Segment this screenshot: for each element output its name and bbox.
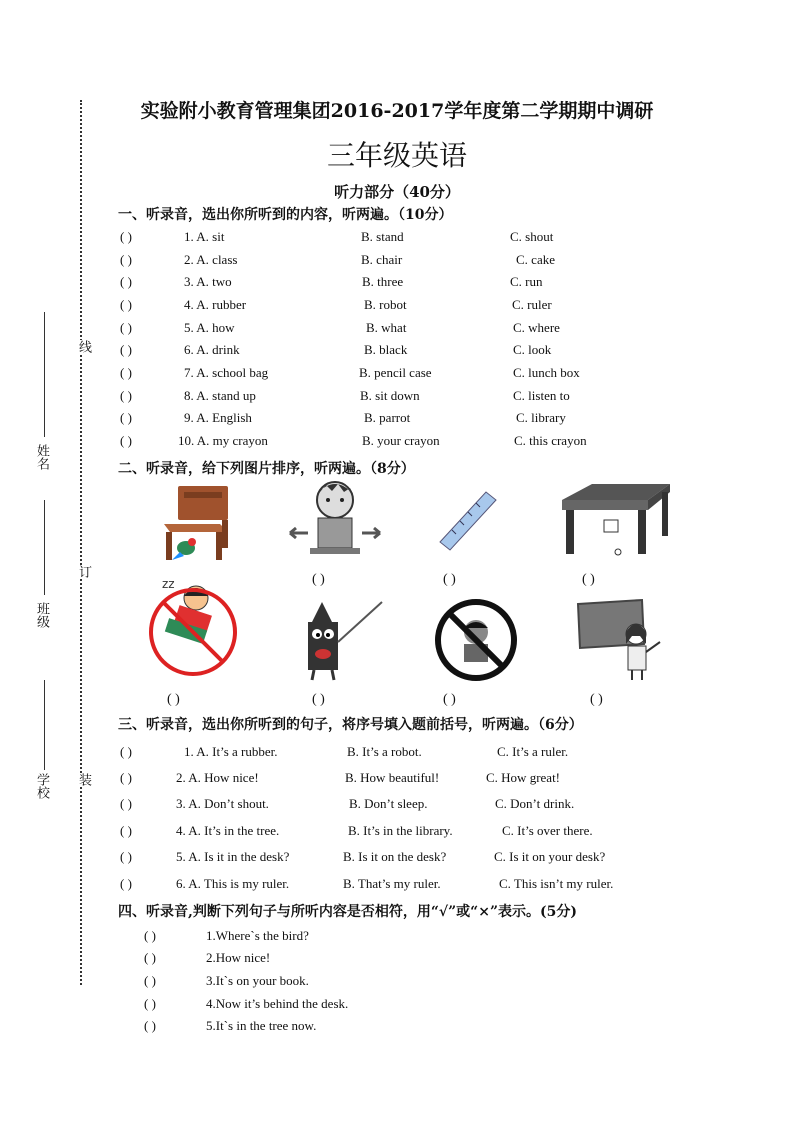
answer-paren: ( ) (120, 796, 132, 811)
option-a: 3. A. two (184, 274, 232, 289)
boy-sit-down-picture (280, 478, 390, 558)
option-c: C. this crayon (514, 433, 587, 448)
option-b: B. sit down (360, 388, 420, 403)
option-a: 3. A. Don’t shout. (176, 796, 269, 811)
answer-paren: ( ) (120, 433, 132, 448)
margin-xian-label: 线 (76, 340, 91, 353)
answer-paren: ( ) (120, 365, 132, 380)
option-a: 10. A. my crayon (178, 433, 268, 448)
section1-heading: 一、听录音，选出你所听到的内容，听两遍。（10分） (118, 207, 453, 223)
class-underline (44, 500, 45, 595)
no-shouting-sign-picture (432, 598, 520, 682)
option-a: 4. A. rubber (184, 297, 247, 312)
answer-paren: ( ) (120, 274, 132, 289)
option-c: C. run (510, 274, 543, 289)
option-a: 5. A. how (184, 320, 235, 335)
option-b: B. That’s my ruler. (343, 876, 441, 891)
option-b: B. robot (364, 297, 407, 312)
girl-at-blackboard-picture (574, 596, 664, 682)
ruler-picture (432, 486, 502, 556)
option-c: C. lunch box (513, 365, 580, 380)
answer-paren: ( ) (120, 410, 132, 425)
option-c: C. Don’t drink. (495, 796, 575, 811)
school-underline (44, 680, 45, 770)
option-a: 5. A. Is it in the desk? (176, 849, 290, 864)
desk-picture (548, 478, 678, 558)
option-a: 2. A. class (184, 252, 238, 267)
answer-paren: ( ) (120, 388, 132, 403)
answer-paren: ( ) (144, 996, 156, 1011)
option-b: B. It’s a robot. (347, 744, 422, 759)
answer-bracket: ( ) (312, 572, 325, 587)
option-a: 2. A. How nice! (176, 770, 259, 785)
answer-paren: ( ) (120, 342, 132, 357)
option-c: C. ruler (512, 297, 552, 312)
answer-bracket: ( ) (167, 692, 180, 707)
option-b: B. black (364, 342, 408, 357)
statement-text: 2.How nice! (206, 950, 271, 965)
name-underline (44, 312, 45, 437)
answer-paren: ( ) (144, 928, 156, 943)
option-b: B. what (366, 320, 407, 335)
option-c: C. cake (516, 252, 555, 267)
answer-paren: ( ) (120, 744, 132, 759)
answer-bracket: ( ) (582, 572, 595, 587)
answer-paren: ( ) (120, 770, 132, 785)
option-c: C. How great! (486, 770, 561, 785)
answer-bracket: ( ) (443, 572, 456, 587)
svg-text:zz: zz (162, 577, 175, 591)
option-b: B. pencil case (359, 365, 432, 380)
option-b: B. How beautiful! (345, 770, 440, 785)
option-b: B. Is it on the desk? (343, 849, 447, 864)
binding-dotted-line (80, 100, 82, 985)
option-a: 1. A. It’s a rubber. (184, 744, 278, 759)
statement-text: 1.Where`s the bird? (206, 928, 309, 943)
option-b: B. stand (361, 229, 404, 244)
chair-with-parrot-picture (150, 482, 240, 562)
option-b: B. your crayon (362, 433, 440, 448)
section3-heading: 三、听录音，选出你所听到的句子，将序号填入题前括号，听两遍。（6分） (118, 717, 583, 733)
option-a: 9. A. English (184, 410, 252, 425)
answer-paren: ( ) (120, 320, 132, 335)
option-c: C. shout (510, 229, 554, 244)
statement-text: 4.Now it’s behind the desk. (206, 996, 349, 1011)
option-a: 1. A. sit (184, 229, 225, 244)
option-a: 4. A. It’s in the tree. (176, 823, 280, 838)
name-label: 姓名 (34, 444, 49, 470)
option-a: 6. A. drink (184, 342, 240, 357)
option-c: C. look (513, 342, 552, 357)
part-title: 听力部分（40分） (334, 183, 460, 201)
dont-sleep-sign-picture (146, 572, 240, 682)
option-c: C. It’s over there. (502, 823, 593, 838)
margin-ding-label: 订 (76, 565, 91, 578)
option-b: B. three (362, 274, 404, 289)
answer-paren: ( ) (144, 950, 156, 965)
answer-paren: ( ) (144, 973, 156, 988)
answer-paren: ( ) (144, 1018, 156, 1033)
subject-title: 三年级英语 (326, 139, 467, 172)
answer-paren: ( ) (120, 297, 132, 312)
option-c: C. Is it on your desk? (494, 849, 606, 864)
statement-text: 3.It`s on your book. (206, 973, 309, 988)
option-c: C. library (516, 410, 566, 425)
option-c: C. listen to (513, 388, 570, 403)
class-label: 班级 (34, 602, 49, 628)
option-a: 7. A. school bag (184, 365, 269, 380)
option-b: B. chair (361, 252, 403, 267)
answer-paren: ( ) (120, 849, 132, 864)
option-b: B. parrot (364, 410, 411, 425)
answer-paren: ( ) (120, 823, 132, 838)
section4-heading: 四、听录音,判断下列句子与所听内容是否相符，用“√”或“×”表示。(5分) (118, 904, 578, 920)
answer-bracket: ( ) (443, 692, 456, 707)
margin-zhuang-label: 装 (76, 773, 91, 786)
option-a: 8. A. stand up (184, 388, 256, 403)
answer-paren: ( ) (120, 252, 132, 267)
option-b: B. Don’t sleep. (349, 796, 428, 811)
answer-paren: ( ) (120, 876, 132, 891)
answer-bracket: ( ) (590, 692, 603, 707)
answer-bracket: ( ) (312, 692, 325, 707)
option-a: 6. A. This is my ruler. (176, 876, 290, 891)
option-c: C. where (513, 320, 560, 335)
option-b: B. It’s in the library. (348, 823, 453, 838)
pencil-character-picture (296, 598, 386, 682)
option-c: C. It’s a ruler. (497, 744, 569, 759)
school-label: 学校 (34, 773, 49, 799)
statement-text: 5.It`s in the tree now. (206, 1018, 317, 1033)
option-c: C. This isn’t my ruler. (499, 876, 614, 891)
exam-title: 实验附小教育管理集团2016-2017学年度第二学期期中调研 (140, 100, 654, 122)
section2-heading: 二、听录音，给下列图片排序，听两遍。（8分） (118, 461, 415, 477)
answer-paren: ( ) (120, 229, 132, 244)
